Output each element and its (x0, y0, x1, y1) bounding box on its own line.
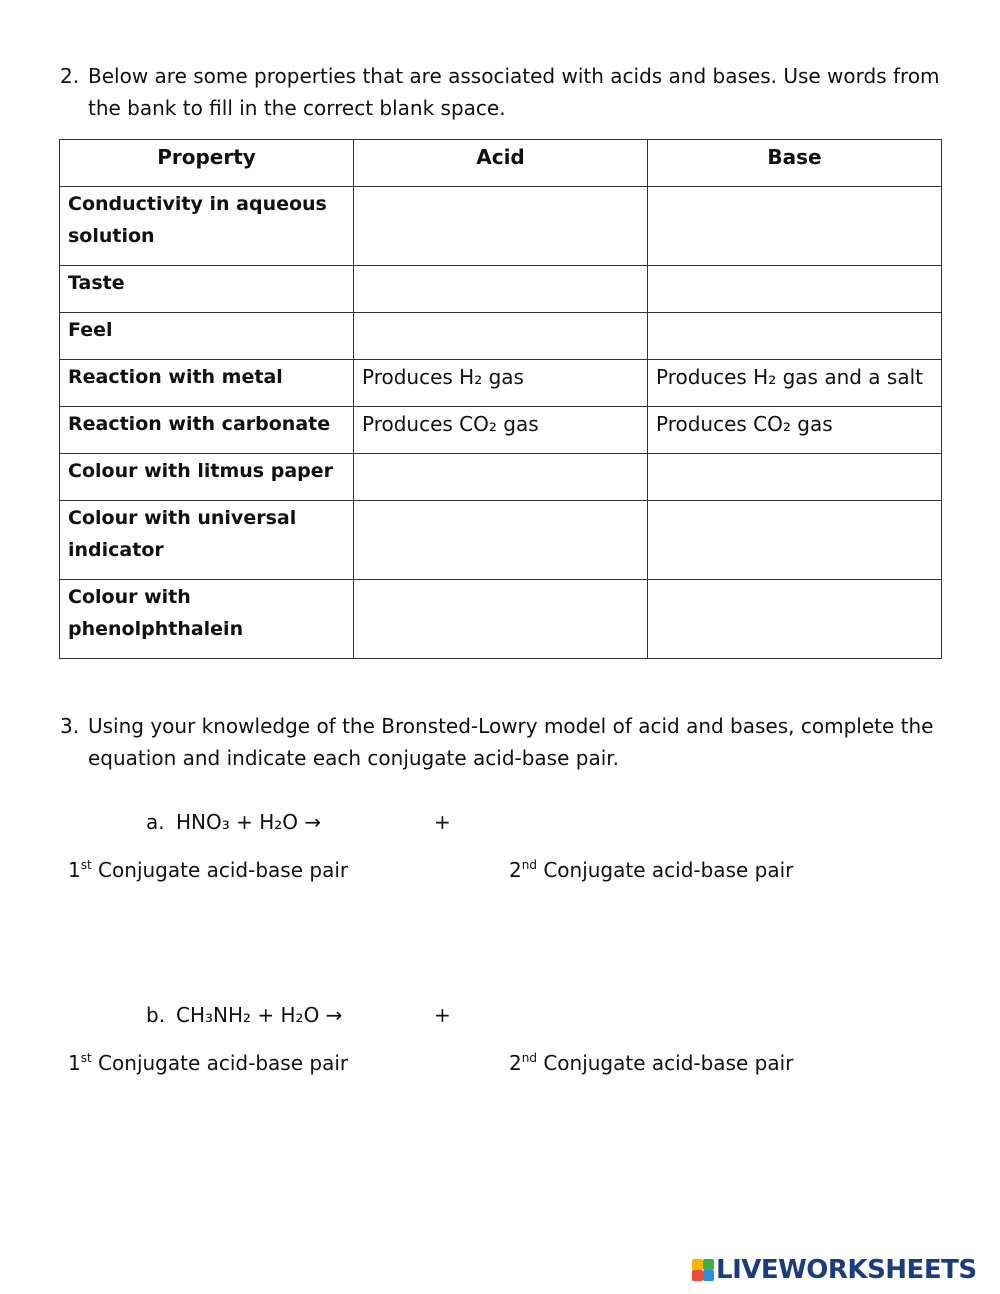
base-cell: Produces CO₂ gas (648, 407, 942, 454)
question-text: Using your knowledge of the Bronsted-Lowry model of acid and bases, complete the equation and indicate each conjugate acid-base pair. (88, 714, 934, 770)
base-blank-cell[interactable] (648, 501, 942, 580)
part-b-plus: + (434, 1003, 451, 1027)
property-cell: Colour with litmus paper (60, 454, 354, 501)
table-row (60, 266, 942, 313)
part-b-equation: CH₃NH₂ + H₂O → (176, 1003, 343, 1027)
question-number: 3. (60, 714, 80, 738)
logo-tile (703, 1259, 714, 1270)
property-cell: Colour with universal indicator (60, 501, 354, 580)
part-a-plus: + (434, 810, 451, 834)
logo-tile (692, 1270, 703, 1281)
acid-blank-cell[interactable] (354, 580, 648, 659)
acid-cell: Produces H₂ gas (354, 360, 648, 407)
part-b-pair-2: 2nd Conjugate acid-base pair (509, 1051, 794, 1075)
acid-blank-cell[interactable] (354, 187, 648, 266)
question-number: 2. (60, 64, 80, 88)
question-text: Below are some properties that are associated with acids and bases. Use words from the bank to fill in the correct blank space. (88, 64, 940, 120)
property-cell: Colour with phenolphthalein (60, 580, 354, 659)
table-row (60, 454, 942, 501)
table-row (60, 501, 942, 580)
question-2 (60, 60, 950, 124)
base-blank-cell[interactable] (648, 454, 942, 501)
base-cell: Produces H₂ gas and a salt (648, 360, 942, 407)
table-header-row (60, 140, 942, 187)
property-cell: Conductivity in aqueous solution (60, 187, 354, 266)
part-a-pair-1: 1st Conjugate acid-base pair (68, 858, 349, 882)
base-blank-cell[interactable] (648, 187, 942, 266)
part-a-label: a. (146, 810, 165, 834)
acid-cell: Produces CO₂ gas (354, 407, 648, 454)
property-cell: Reaction with carbonate (60, 407, 354, 454)
part-a-pair-2: 2nd Conjugate acid-base pair (509, 858, 794, 882)
logo-tile (692, 1259, 703, 1270)
question-3 (60, 710, 950, 774)
header-acid: Acid (354, 140, 648, 187)
acid-blank-cell[interactable] (354, 266, 648, 313)
base-blank-cell[interactable] (648, 580, 942, 659)
header-base: Base (648, 140, 942, 187)
property-cell: Taste (60, 266, 354, 313)
acid-blank-cell[interactable] (354, 501, 648, 580)
header-property: Property (60, 140, 354, 187)
part-b-label: b. (146, 1003, 166, 1027)
part-a-equation: HNO₃ + H₂O → (176, 810, 322, 834)
table-row (60, 187, 942, 266)
acid-blank-cell[interactable] (354, 454, 648, 501)
logo-text: LIVEWORKSHEETS (716, 1255, 977, 1285)
property-cell: Reaction with metal (60, 360, 354, 407)
base-blank-cell[interactable] (648, 313, 942, 360)
acid-blank-cell[interactable] (354, 313, 648, 360)
table-row (60, 580, 942, 659)
logo-mark-icon (692, 1259, 714, 1281)
table-row (60, 360, 942, 407)
property-cell: Feel (60, 313, 354, 360)
logo-tile (703, 1270, 714, 1281)
part-b-pair-1: 1st Conjugate acid-base pair (68, 1051, 349, 1075)
properties-table (59, 139, 942, 659)
table-row (60, 313, 942, 360)
liveworksheets-logo (692, 1254, 977, 1286)
base-blank-cell[interactable] (648, 266, 942, 313)
table-row (60, 407, 942, 454)
